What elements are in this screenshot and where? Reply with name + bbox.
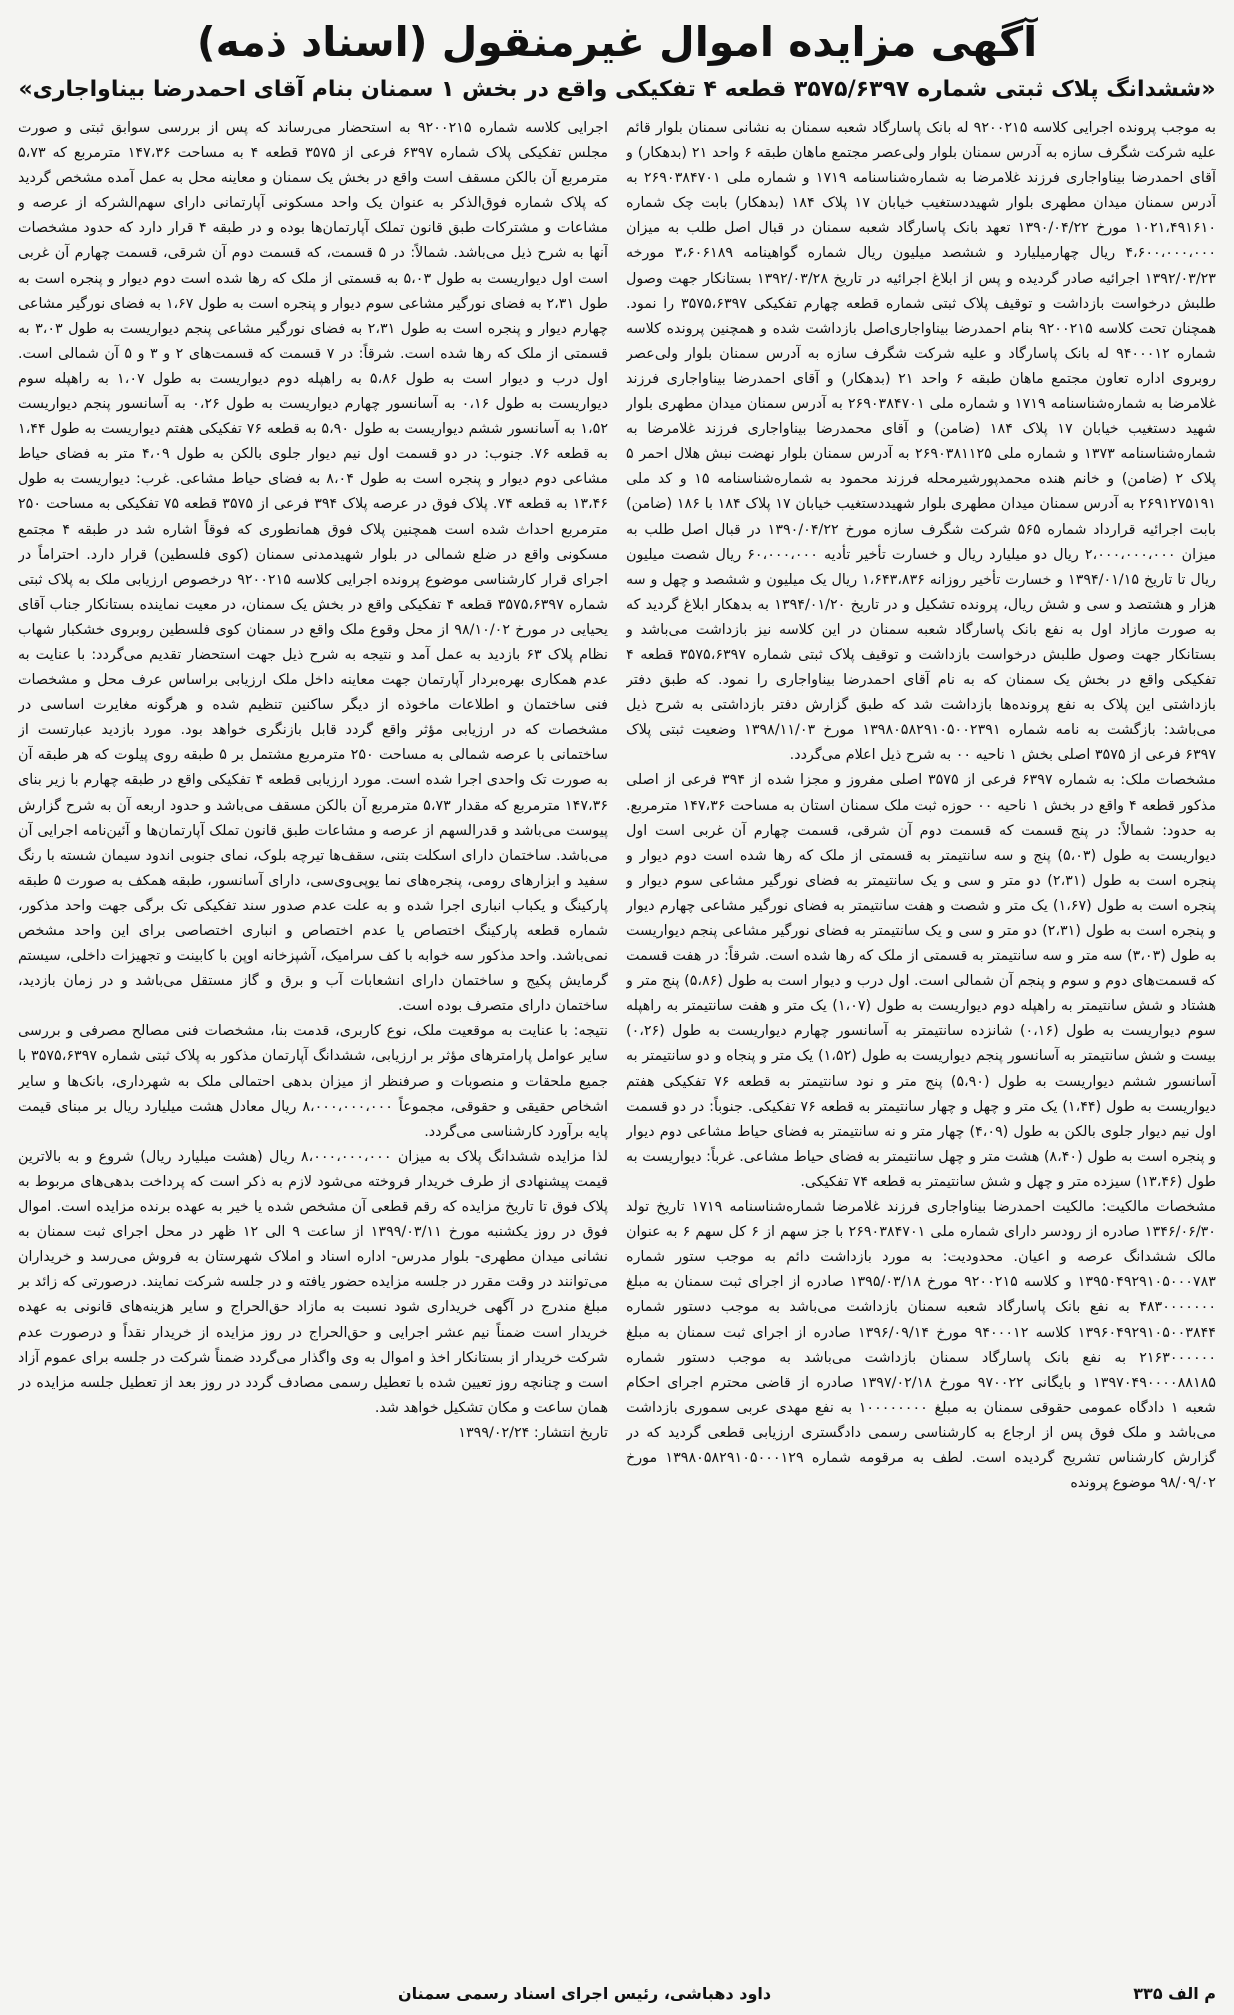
left-column	[18, 116, 608, 1956]
right-column	[626, 116, 1216, 1956]
paragraph: مشخصات ملک: به شماره ۶۳۹۷ فرعی از ۳۵۷۵ اصلی مفروز و مجزا شده از ۳۹۴ فرعی از اصلی مذکور قطعه ۴ واقع در بخش ۱ ناحیه ۰۰ حوزه ثبت ملک سمنان استان به مساحت ۱۴۷،۳۶ مترمربع. به حدود: شمالاً: در پنج قسمت که قسمت دوم آن شرقی، قسمت چهارم آن غربی است اول دیواریست به طول (۵،۰۳) پنج و سه سانتیمتر به قسمتی از ملک که رها شده است دوم دیوار و پنجره است به طول (۲،۳۱) دو متر و سی و یک سانتیمتر به فضای نورگیر مشاعی سوم دیوار و پنجره است به طول (۱،۶۷) یک متر و شصت و هفت سانتیمتر به فضای نورگیر مشاعی چهارم دیوار و پنجره است به طول (۲،۳۱) دو متر و سی و یک سانتیمتر به فضای نورگیر مشاعی پنجم دیواریست به طول (۳،۰۳) سه متر و سه سانتیمتر به قسمتی از ملک که رها شده است. شرقاً: در هفت قسمت که قسمت‌های دوم و سوم و پنجم آن شمالی است. اول درب و دیوار است به طول (۵،۸۶) پنج متر و هشتاد و شش سانتیمتر به راهپله دوم دیواریست به طول (۱،۰۷) یک متر و هفت سانتیمتر به راهپله سوم دیواریست به طول (۰،۱۶) شانزده سانتیمتر به آسانسور چهارم دیواریست به طول (۰،۲۶) بیست و شش سانتیمتر به آسانسور پنجم دیواریست به طول (۱،۵۲) یک متر و پنجاه و دو سانتیمتر به آسانسور ششم دیواریست به طول (۵،۹۰) پنج متر و نود سانتیمتر به قطعه ۷۶ تفکیکی هفتم دیواریست به طول (۱،۴۴) یک متر و چهل و چهار سانتیمتر به قطعه ۷۶ تفکیکی. جنوباً: در دو قسمت اول نیم دیوار جلوی بالکن به طول (۴،۰۹) چهار متر و نه سانتیمتر به فضای حیاط مشاعی دوم دیوار و پنجره است به طول (۸،۴۰) هشت متر و چهل سانتیمتر به فضای حیاط مشاعی. غرباً: دیواریست به طول (۱۳،۴۶) سیزده متر و چهل و شش سانتیمتر به قطعه ۷۴ تفکیکی.	[626, 772, 1216, 1190]
notice-footer	[18, 1984, 1216, 2003]
paragraph: نتیجه: با عنایت به موقعیت ملک، نوع کاربری، قدمت بنا، مشخصات فنی مصالح مصرفی و بررسی سایر عوامل پارامترهای مؤثر بر ارزیابی، ششدانگ آپارتمان مذکور به پلاک ثبتی شماره ۳۵۷۵،۶۳۹۷ با جمیع ملحقات و منصوبات و صرفنظر از میزان بدهی احتمالی ملک به شهرداری، بانک‌ها و سایر اشخاص حقیقی و حقوقی، مجموعاً ۸،۰۰۰،۰۰۰،۰۰۰ ریال معادل هشت میلیارد ریال بر مبنای قیمت پایه برآورد کارشناسی می‌گردد.	[18, 1023, 608, 1140]
paragraph: به موجب پرونده اجرایی کلاسه ۹۲۰۰۲۱۵ له بانک پاسارگاد شعبه سمنان به نشانی سمنان بلوار قائم علیه شرکت شگرف سازه به آدرس سمنان بلوار ولی‌عصر مجتمع ماهان طبقه ۶ واحد ۲۱ (بدهکار) و آقای احمدرضا بیناواجاری فرزند غلامرضا به شماره‌شناسنامه ۱۷۱۹ و شماره ملی ۲۶۹۰۳۸۴۷۰۱ به آدرس سمنان میدان مطهری بلوار شهیددستغیب خیابان ۱۷ پلاک ۱۸۴ (بدهکار) بابت چک شماره ۱۰۲۱،۴۹۱۶۱۰ مورخ ۱۳۹۰/۰۴/۲۲ تعهد بانک پاسارگاد شعبه سمنان در قبال اصل طلب به میزان ۴،۶۰۰،۰۰۰،۰۰۰ ریال چهارمیلیارد و ششصد میلیون ریال شماره گواهینامه ۳،۶۰۶۱۸۹ مورخه ۱۳۹۲/۰۳/۲۳ اجرائیه صادر گردیده و پس از ابلاغ اجرائیه در تاریخ ۱۳۹۲/۰۳/۲۸ بستانکار جهت وصول طلبش درخواست بازداشت و توقیف پلاک ثبتی شماره قطعه چهارم تفکیکی ۳۵۷۵،۶۳۹۷ را نمود. همچنان تحت کلاسه ۹۲۰۰۲۱۵ بنام احمدرضا بیناواجاری‌اصل بازداشت شده و همچنین پرونده کلاسه شماره ۹۴۰۰۰۱۲ له بانک پاسارگاد و علیه شرکت شگرف سازه به آدرس سمنان بلوار ولی‌عصر روبروی اداره تعاون مجتمع ماهان طبقه ۶ واحد ۲۱ (بدهکار) و آقای احمدرضا بیناواجاری فرزند غلامرضا به شماره‌شناسنامه ۱۷۱۹ و شماره ملی ۲۶۹۰۳۸۴۷۰۱ به آدرس سمنان میدان مطهری بلوار شهید دستغیب خیابان ۱۷ پلاک ۱۸۴ (ضامن) و آقای محمدرضا بیناواجاری فرزند غلامرضا به شماره‌شناسنامه ۱۳۷۳ و شماره ملی ۲۶۹۰۳۸۱۱۲۵ به آدرس سمنان بلوار نهضت نبش هلال احمر ۵ پلاک ۲ (ضامن) و خانم هنده محمدپورشیرمحله فرزند محمود به شماره‌شناسنامه ۱۵ و کد ملی ۲۶۹۱۲۷۵۱۹۱ به آدرس سمنان میدان مطهری بلوار شهیددستغیب خیابان ۱۷ پلاک ۱۸۴ با ۱۸۶ (ضامن) بابت اجرائیه قرارداد شماره ۵۶۵ شرکت شگرف سازه مورخ ۱۳۹۰/۰۴/۲۲ در قبال اصل طلب به میزان ۲،۰۰۰،۰۰۰،۰۰۰ ریال دو میلیارد ریال و خسارت تأخیر تأدیه ۶۰،۰۰۰،۰۰۰ ریال شصت میلیون ریال تا تاریخ ۱۳۹۴/۰۱/۱۵ و خسارت تأخیر روزانه ۱،۶۴۳،۸۳۶ ریال یک میلیون و ششصد و چهل و سه هزار و هشتصد و سی و شش ریال، پرونده تشکیل و در تاریخ ۱۳۹۴/۰۱/۲۰ به بدهکار ابلاغ گردید که به صورت مازاد اول به نفع بانک پاسارگاد شعبه سمنان در این کلاسه نیز بازداشت می‌باشد و بستانکار جهت وصول طلبش درخواست بازداشت و توقیف پلاک ثبتی شماره ۳۵۷۵،۶۳۹۷ قطعه ۴ تفکیکی واقع در بخش یک سمنان که به نام آقای احمدرضا بیناواجاری را نمود. که طبق دفتر بازداشتی این پلاک به نفع پرونده‌ها بازداشت شد که طبق گزارش دفتر بازداشتی به شرح ذیل می‌باشد: بازگشت به نامه شماره ۱۳۹۸۰۵۸۲۹۱۰۵۰۰۲۳۹۱ مورخ ۱۳۹۸/۱۱/۰۳ وضعیت ثبتی پلاک ۶۳۹۷ فرعی از ۳۵۷۵ اصلی بخش ۱ ناحیه ۰۰ به شرح ذیل اعلام می‌گردد.	[626, 120, 1216, 764]
notice-title: آگهی مزایده اموال غیرمنقول (اسناد ذمه)	[196, 18, 1038, 66]
paragraph: اجرایی کلاسه شماره ۹۲۰۰۲۱۵ به استحضار می‌رساند که پس از بررسی سوابق ثبتی و صورت مجلس تفکیکی پلاک شماره ۶۳۹۷ فرعی از ۳۵۷۵ قطعه ۴ به مساحت ۱۴۷،۳۶ مترمربع که ۵،۷۳ مترمربع آن بالکن مسقف است واقع در بخش یک سمنان و معاینه محل به عمل آمده مشخص گردید که پلاک شماره فوق‌الذکر به عنوان یک واحد مسکونی آپارتمانی دارای سهم‌الشرکه از عرصه و مشاعات و مشترکات طبق قانون تملک آپارتمان‌ها بوده و در طبقه ۴ قرار دارد که حدود مشخصات آنها به شرح ذیل می‌باشد. شمالاً: در ۵ قسمت، که قسمت دوم آن شرقی، قسمت چهارم آن غربی است اول دیواریست به طول ۵،۰۳ به قسمتی از ملک که رها شده است دوم دیوار و پنجره است به طول ۲،۳۱ به فضای نورگیر مشاعی سوم دیوار و پنجره است به طول ۱،۶۷ به فضای نورگیر مشاعی چهارم دیوار و پنجره است به طول ۲،۳۱ به فضای نورگیر مشاعی پنجم دیواریست به طول ۳،۰۳ به قسمتی از ملک که رها شده است. شرقاً: در ۷ قسمت که قسمت‌های ۲ و ۳ و ۵ آن شمالی است. اول درب و دیوار است به طول ۵،۸۶ به راهپله دوم دیواریست به طول ۱،۰۷ به راهپله سوم دیواریست به طول ۰،۱۶ به آسانسور چهارم دیواریست به طول ۰،۲۶ به آسانسور پنجم دیواریست ۱،۵۲ به آسانسور ششم دیواریست به طول ۵،۹۰ به قطعه ۷۶ تفکیکی هفتم دیواریست به طول ۱،۴۴ به قطعه ۷۶. جنوب: در دو قسمت اول نیم دیوار جلوی بالکن به طول ۴،۰۹ متر به فضای حیاط مشاعی دوم دیوار و پنجره است به طول ۸،۰۴ به فضای حیاط مشاعی. غرب: دیواریست به طول ۱۳،۴۶ به قطعه ۷۴. پلاک فوق در عرصه پلاک ۳۹۴ فرعی از ۳۵۷۵ قطعه ۷۵ تفکیکی به مساحت ۲۵۰ مترمربع احداث شده است همچنین پلاک فوق همانطوری که فوقاً اشاره شد در طبقه ۴ مجتمع مسکونی واقع در ضلع شمالی در بلوار شهیدمدنی سمنان (کوی فلسطین) قرار دارد. احتراماً در اجرای قرار کارشناسی موضوع پرونده اجرایی کلاسه ۹۲۰۰۲۱۵ درخصوص ارزیابی ملک به پلاک ثبتی شماره ۳۵۷۵،۶۳۹۷ قطعه ۴ تفکیکی واقع در بخش یک سمنان، در معیت نماینده بستانکار جناب آقای یحیایی در مورخ ۹۸/۱۰/۰۲ از محل وقوع ملک واقع در سمنان کوی فلسطین روبروی خشکبار شهاب نظام پلاک ۶۳ بازدید به عمل آمد و نتیجه به شرح ذیل جهت استحضار تقدیم می‌گردد: با عنایت به عدم همکاری بهره‌بردار آپارتمان جهت معاینه داخل ملک ارزیابی براساس عرف محل و مشخصات فنی ساختمان و اطلاعات ماخوذه از دیگر ساکنین تنظیم شده و هرگونه مغایرت اساسی در مشخصات که در ارزیابی مؤثر واقع گردد قابل بازنگری خواهد بود. مورد بازدید عبارتست از ساختمانی با عرصه شمالی به مساحت ۲۵۰ مترمربع مشتمل بر ۵ طبقه روی پیلوت که هر طبقه آن به صورت تک واحدی اجرا شده است. مورد ارزیابی قطعه ۴ تفکیکی واقع در طبقه چهارم با زیر بنای ۱۴۷،۳۶ مترمربع که مقدار ۵،۷۳ مترمربع آن بالکن مسقف می‌باشد و حدود اربعه آن به شرح گزارش پیوست می‌باشد و قدرالسهم از عرصه و مشاعات طبق قانون تملک آپارتمان‌ها و آئین‌نامه اجرایی آن می‌باشد. ساختمان دارای اسکلت بتنی، سقف‌ها تیرچه بلوک، نمای جنوبی اندود سیمان شسته با رنگ سفید و ابزارهای رومی، پنجره‌های نما یوپی‌وی‌سی، دارای آسانسور، طبقه همکف به صورت ۵ طبقه پارکینگ و یکباب انباری اجرا شده و به علت عدم صدور سند تفکیکی تک برگی جهت واحد مذکور، شماره قطعه پارکینگ اختصاص یا عدم اختصاص و انباری اختصاصی برای این واحد مشخص نمی‌باشد. واحد مذکور سه خوابه با کف سرامیک، آشپزخانه اوپن با کابینت و تجهیزات داخلی، سیستم گرمایش پکیج و ساختمان دارای انشعابات آب و برق و گاز مستقل می‌باشد و در زمان بازدید، ساختمان دارای متصرف بوده است.	[18, 120, 608, 1015]
notice-signature: داود دهباشی، رئیس اجرای اسناد رسمی سمنان	[398, 1984, 772, 2003]
publish-date: تاریخ انتشار: ۱۳۹۹/۰۲/۲۴	[458, 1424, 608, 1441]
notice-code: م الف ۳۳۵	[1133, 1984, 1216, 2003]
notice-body	[18, 116, 1216, 1956]
notice-subtitle: «ششدانگ پلاک ثبتی شماره ۳۵۷۵/۶۳۹۷ قطعه ۴ تفکیکی واقع در بخش ۱ سمنان بنام آقای احمدرضا بیناواجاری»	[18, 77, 1216, 102]
paragraph: لذا مزایده ششدانگ پلاک به میزان ۸،۰۰۰،۰۰۰،۰۰۰ ریال (هشت میلیارد ریال) شروع و به بالاترین قیمت پیشنهادی از طرف خریدار فروخته می‌شود لازم به ذکر است که پرداخت بدهی‌های مربوط به پلاک فوق تا تاریخ مزایده که رقم قطعی آن مشخص شده یا خیر به عهده برنده مزایده است. اموال فوق در روز یکشنبه مورخ ۱۳۹۹/۰۳/۱۱ از ساعت ۹ الی ۱۲ ظهر در محل اجرای ثبت سمنان به نشانی میدان مطهری- بلوار مدرس- اداره اسناد و املاک شهرستان به فروش می‌رسد و خریداران می‌توانند در وقت مقرر در جلسه مزایده حضور یافته و در جلسه شرکت نمایند. درصورتی که زائد بر مبلغ مندرج در آگهی خریداری شود نسبت به مازاد حق‌الحراج و سایر هزینه‌های قانونی به عهده خریدار است ضمناً نیم عشر اجرایی و حق‌الحراج در روز مزایده از خریدار نقداً و درصورت عدم شرکت خریدار از بستانکار اخذ و اموال به وی واگذار می‌گردد ضمناً شرکت در جلسه برای عموم آزاد است و چنانچه روز تعیین شده با تعطیل رسمی مصادف گردد در روز بعد از تعطیل جلسه مزایده در همان ساعت و مکان تشکیل خواهد شد.	[18, 1148, 608, 1416]
paragraph: مشخصات مالکیت: مالکیت احمدرضا بیناواجاری فرزند غلامرضا شماره‌شناسنامه ۱۷۱۹ تاریخ تولد ۱۳۴۶/۰۶/۳۰ صادره از رودسر دارای شماره ملی ۲۶۹۰۳۸۴۷۰۱ با جز سهم از ۶ کل سهم ۶ به عنوان مالک ششدانگ عرصه و اعیان. محدودیت: به مورد بازداشت دائم به موجب ستور شماره ۱۳۹۵۰۴۹۲۹۱۰۵۰۰۰۷۸۳ و کلاسه ۹۲۰۰۲۱۵ مورخ ۱۳۹۵/۰۳/۱۸ صادره از اجرای ثبت سمنان به مبلغ ۴۸۳۰۰۰۰۰۰۰ به نفع بانک پاسارگاد شعبه سمنان بازداشت می‌باشد به موجب دستور شماره ۱۳۹۶۰۴۹۲۹۱۰۵۰۰۳۸۴۴ کلاسه ۹۴۰۰۰۱۲ مورخ ۱۳۹۶/۰۹/۱۴ صادره از اجرای ثبت سمنان به مبلغ ۲۱۶۳۰۰۰۰۰۰ به نفع بانک پاسارگاد سمنان بازداشت می‌باشد به موجب دستور شماره ۱۳۹۷۰۴۹۰۰۰۰۸۸۱۸۵ و بایگانی ۹۷۰۰۲۲ مورخ ۱۳۹۷/۰۲/۱۸ صادره از قاضی محترم اجرای احکام شعبه ۱ دادگاه عمومی حقوقی سمنان به مبلغ ۱۰۰۰۰۰۰۰۰ به نفع مهدی عربی سموری بازداشت می‌باشد و ملک فوق پس از ارجاع به کارشناسی رسمی دادگستری ارزیابی قطعی گردید که در گزارش کارشناس تشریح گردیده است. لطف به مرقومه شماره ۱۳۹۸۰۵۸۲۹۱۰۵۰۰۰۱۲۹ مورخ ۹۸/۰۹/۰۲ موضوع پرونده	[626, 1199, 1216, 1492]
